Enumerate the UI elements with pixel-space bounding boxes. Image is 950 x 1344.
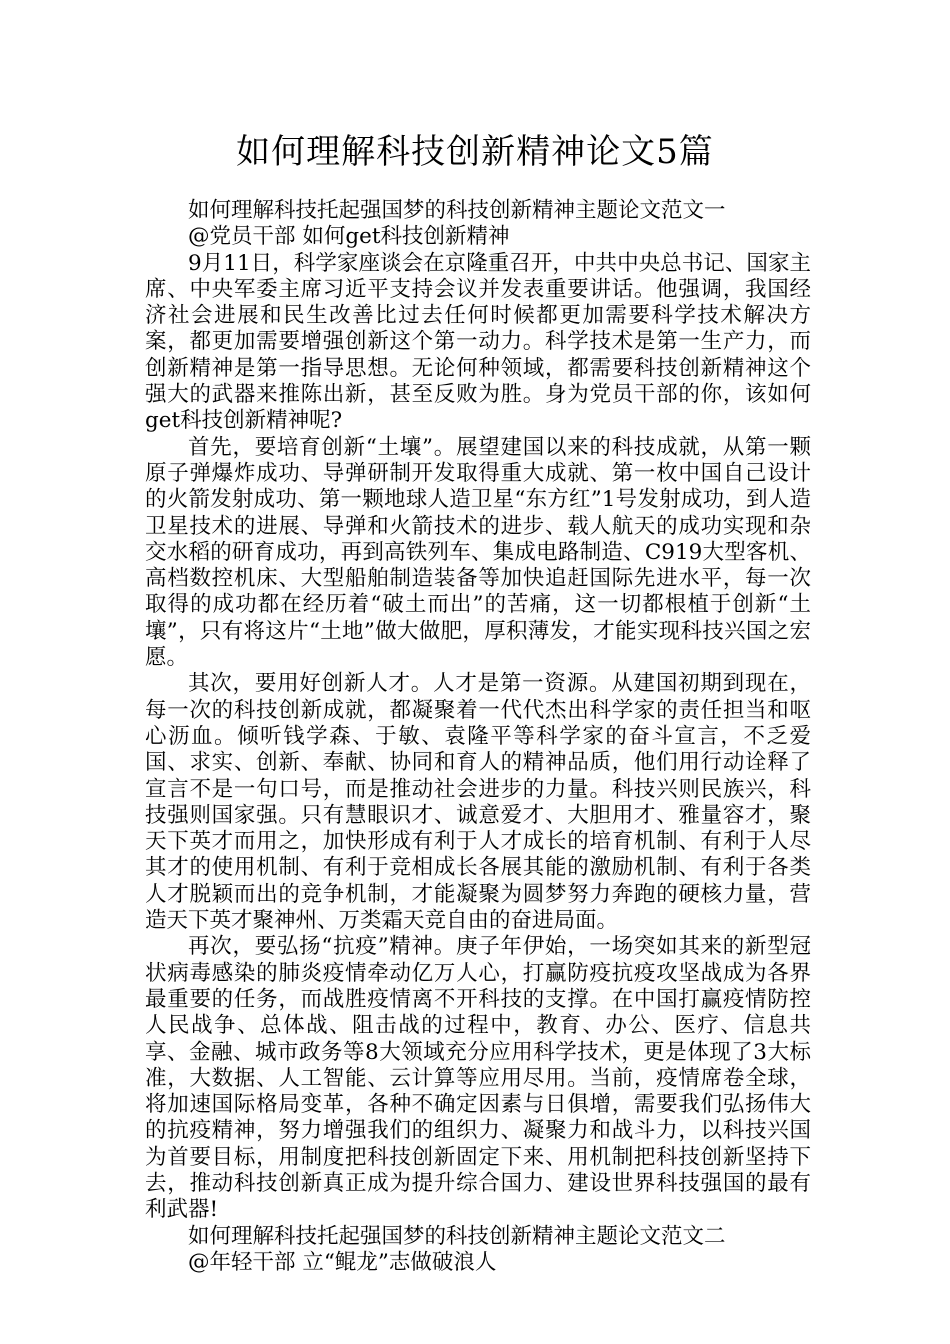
paragraph-third: 再次，要弘扬“抗疫”精神。庚子年伊始，一场突如其来的新型冠状病毒感染的肺炎疫情牵动亿万人心，打赢防疫抗疫攻坚战成为各界最重要的任务，而战胜疫情离不开科技的支撑。在中国打赢疫情防控人民战争、总体战、阻击战的过程中，教育、办公、医疗、信息共享、金融、城市政务等8大领域充分应用科学技术，更是体现了3大标准，大数据、人工智能、云计算等应用尽用。当前，疫情席卷全球，将加速国际格局变革，各种不确定因素与日俱增，需要我们弘扬伟大的抗疫精神，努力增强我们的组织力、凝聚力和战斗力，以科技兴国为首要目标，用制度把科技创新固定下来、用机制把科技创新坚持下去，推动科技创新真正成为提升综合国力、建设世界科技强国的最有利武器! [145, 934, 811, 1223]
paragraph-intro: 9月11日，科学家座谈会在京隆重召开，中共中央总书记、国家主席、中央军委主席习近平支持会议并发表重要讲话。他强调，我国经济社会进展和民生改善比过去任何时候都更加需要科学技术解决方案，都更加需要增强创新这个第一动力。科学技术是第一生产力，而创新精神是第一指导思想。无论何种领域，都需要科技创新精神这个强大的武器来推陈出新，甚至反败为胜。身为党员干部的你，该如何get科技创新精神呢? [145, 250, 811, 434]
section-subheading-1: @党员干部 如何get科技创新精神 [188, 224, 510, 250]
section-heading-1: 如何理解科技托起强国梦的科技创新精神主题论文范文一 [188, 198, 726, 223]
section-heading-2: 如何理解科技托起强国梦的科技创新精神主题论文范文二 [188, 1223, 726, 1249]
paragraph-first: 首先，要培育创新“土壤”。展望建国以来的科技成就，从第一颗原子弹爆炸成功、导弹研制开发取得重大成就、第一枚中国自己设计的火箭发射成功、第一颗地球人造卫星“东方红”1号发射成功，到人造卫星技术的进展、导弹和火箭技术的进步、载人航天的成功实现和杂交水稻的研育成功，再到高铁列车、集成电路制造、C919大型客机、高档数控机床、大型船舶制造装备等加快追赶国际先进水平，每一次取得的成功都在经历着“破土而出”的苦痛，这一切都根植于创新“土壤”，只有将这片“土地”做大做肥，厚积薄发，才能实现科技兴国之宏愿。 [145, 434, 811, 671]
paragraph-second: 其次，要用好创新人才。人才是第一资源。从建国初期到现在，每一次的科技创新成就，都凝聚着一代代杰出科学家的责任担当和呕心沥血。倾听钱学森、于敏、袁隆平等科学家的奋斗宣言，不乏爱国、求实、创新、奉献、协同和育人的精神品质，他们用行动诠释了宣言不是一句口号，而是推动社会进步的力量。科技兴则民族兴，科技强则国家强。只有慧眼识才、诚意爱才、大胆用才、雅量容才，聚天下英才而用之，加快形成有利于人才成长的培育机制、有利于人尽其才的使用机制、有利于竞相成长各展其能的激励机制、有利于各类人才脱颖而出的竞争机制，才能凝聚为圆梦努力奔跑的硬核力量，营造天下英才聚神州、万类霜天竞自由的奋进局面。 [145, 671, 811, 934]
section-subheading-2: @年轻干部 立“鲲龙”志做破浪人 [188, 1249, 497, 1275]
page-title: 如何理解科技创新精神论文5篇 [236, 132, 714, 172]
document-body [145, 198, 811, 1276]
